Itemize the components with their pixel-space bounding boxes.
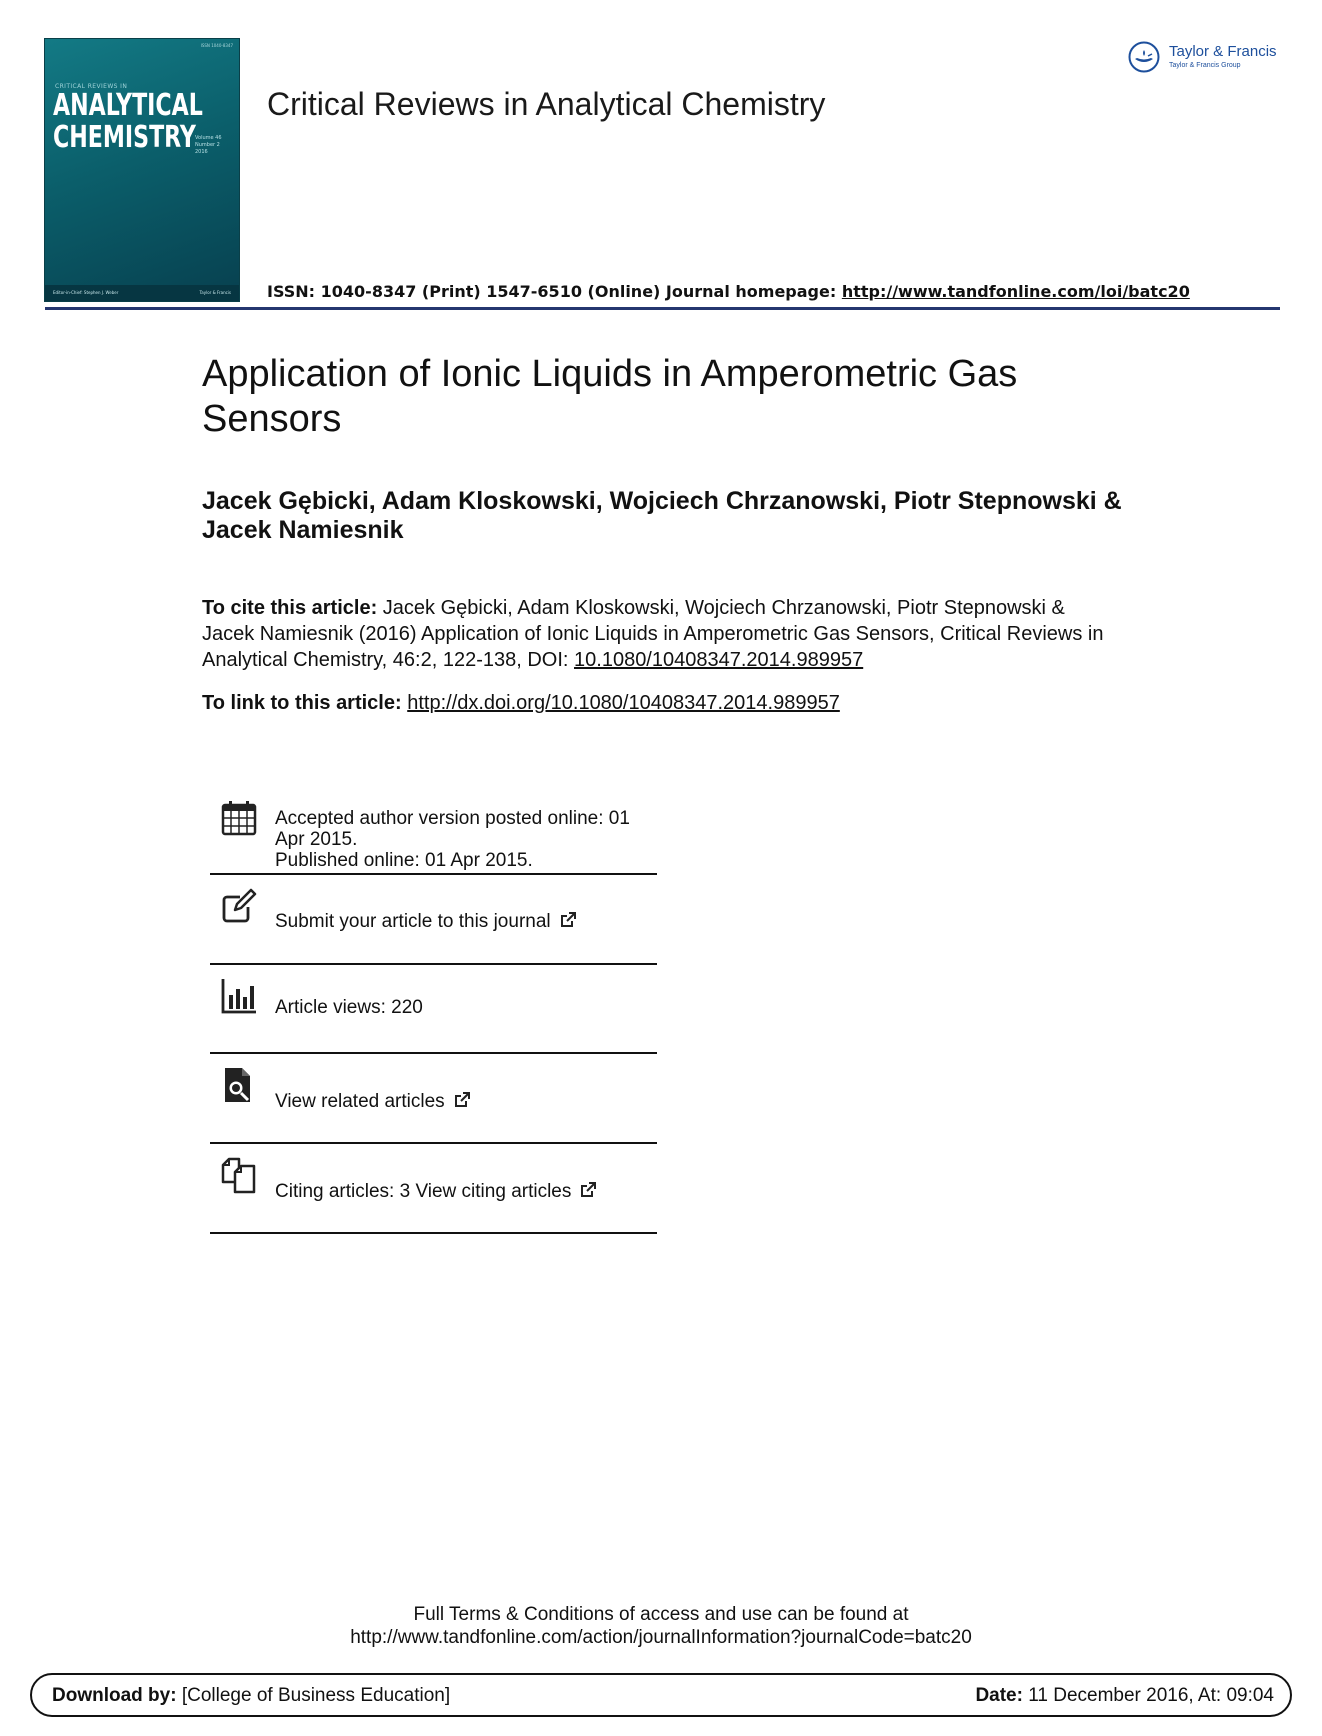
link-block — [202, 690, 1122, 716]
calendar-icon — [220, 799, 258, 837]
download-date — [975, 1685, 1274, 1707]
citing-text — [275, 1181, 597, 1202]
dates-row — [210, 796, 657, 875]
link-label: To link to this article: — [202, 692, 408, 714]
journal-title: Critical Reviews in Analytical Chemistry — [267, 86, 826, 122]
terms-url[interactable]: http://www.tandfonline.com/action/journalInformation?journalCode=batc20 — [350, 1627, 972, 1648]
published-date: Published online: 01 Apr 2015. — [275, 850, 533, 871]
issn-line — [267, 282, 1190, 301]
cite-text: Jacek Gębicki, Adam Kloskowski, Wojciech Chrzanowski, Piotr Stepnowski & Jacek Namiesnik (2016) Application of Ionic Liquids in Amperometric Gas Sensors, Critical Reviews in Analytical Chemistry, 46:2, 122-138, DOI: — [202, 597, 1104, 671]
cite-label: To cite this article: — [202, 597, 378, 619]
copy-documents-icon — [220, 1156, 258, 1194]
issn-text: ISSN: 1040-8347 (Print) 1547-6510 (Online) Journal homepage: — [267, 282, 842, 301]
citing-row[interactable] — [210, 1144, 657, 1234]
publisher-name: Taylor & Francis — [1169, 43, 1277, 60]
submit-text — [275, 911, 577, 932]
date-label: Date: — [975, 1685, 1023, 1706]
related-link[interactable]: View related articles — [275, 1091, 445, 1112]
external-link-icon — [579, 1181, 597, 1199]
download-value: [College of Business Education] — [176, 1685, 451, 1706]
lamp-icon — [1128, 41, 1160, 73]
citation-block — [202, 595, 1122, 673]
article-authors: Jacek Gębicki, Adam Kloskowski, Wojciech Chrzanowski, Piotr Stepnowski & Jacek Namiesnik — [202, 487, 1122, 544]
cover-strip — [45, 285, 239, 301]
bar-chart-icon — [220, 977, 258, 1015]
doi-link[interactable]: http://dx.doi.org/10.1080/10408347.2014.989957 — [407, 692, 840, 714]
edit-icon — [220, 887, 258, 925]
terms-line1: Full Terms & Conditions of access and use can be found at — [413, 1604, 909, 1625]
download-bar — [30, 1673, 1292, 1717]
external-link-icon — [453, 1091, 471, 1109]
terms-notice — [0, 1603, 1322, 1649]
cover-editor: Editor-in-Chief: Stephen J. Weber — [53, 290, 119, 295]
cover-title-line1: ANALYTICAL — [53, 88, 203, 123]
related-text — [275, 1091, 471, 1112]
cover-series: CRITICAL REVIEWS IN — [55, 83, 128, 90]
document-search-icon — [220, 1066, 258, 1104]
date-value: 11 December 2016, At: 09:04 — [1022, 1685, 1274, 1706]
publisher-logo — [1128, 40, 1288, 76]
journal-homepage-link[interactable]: http://www.tandfonline.com/loi/batc20 — [841, 282, 1190, 301]
download-info — [52, 1685, 450, 1707]
download-label: Download by: — [52, 1685, 177, 1706]
views-text: Article views: 220 — [275, 997, 423, 1018]
journal-cover — [45, 39, 239, 301]
cover-volume: Volume 46 Number 2 2016 — [195, 135, 222, 155]
header-divider — [45, 307, 1280, 310]
views-row — [210, 965, 657, 1054]
cover-title-line2: CHEMISTRY — [53, 120, 196, 155]
submit-row[interactable] — [210, 875, 657, 965]
submit-link[interactable]: Submit your article to this journal — [275, 911, 551, 932]
article-title: Application of Ionic Liquids in Amperometric Gas Sensors — [202, 353, 1018, 440]
cite-doi-link[interactable]: 10.1080/10408347.2014.989957 — [574, 649, 864, 671]
external-link-icon — [559, 911, 577, 929]
citing-link[interactable]: Citing articles: 3 View citing articles — [275, 1181, 572, 1202]
accepted-date: Accepted author version posted online: 01 Apr 2015. — [275, 808, 630, 850]
cover-issn: ISSN 1040-8347 — [200, 43, 233, 48]
dates-text — [275, 808, 655, 871]
related-row[interactable] — [210, 1054, 657, 1144]
cover-publisher: Taylor & Francis — [199, 290, 231, 295]
publisher-group: Taylor & Francis Group — [1169, 62, 1241, 69]
